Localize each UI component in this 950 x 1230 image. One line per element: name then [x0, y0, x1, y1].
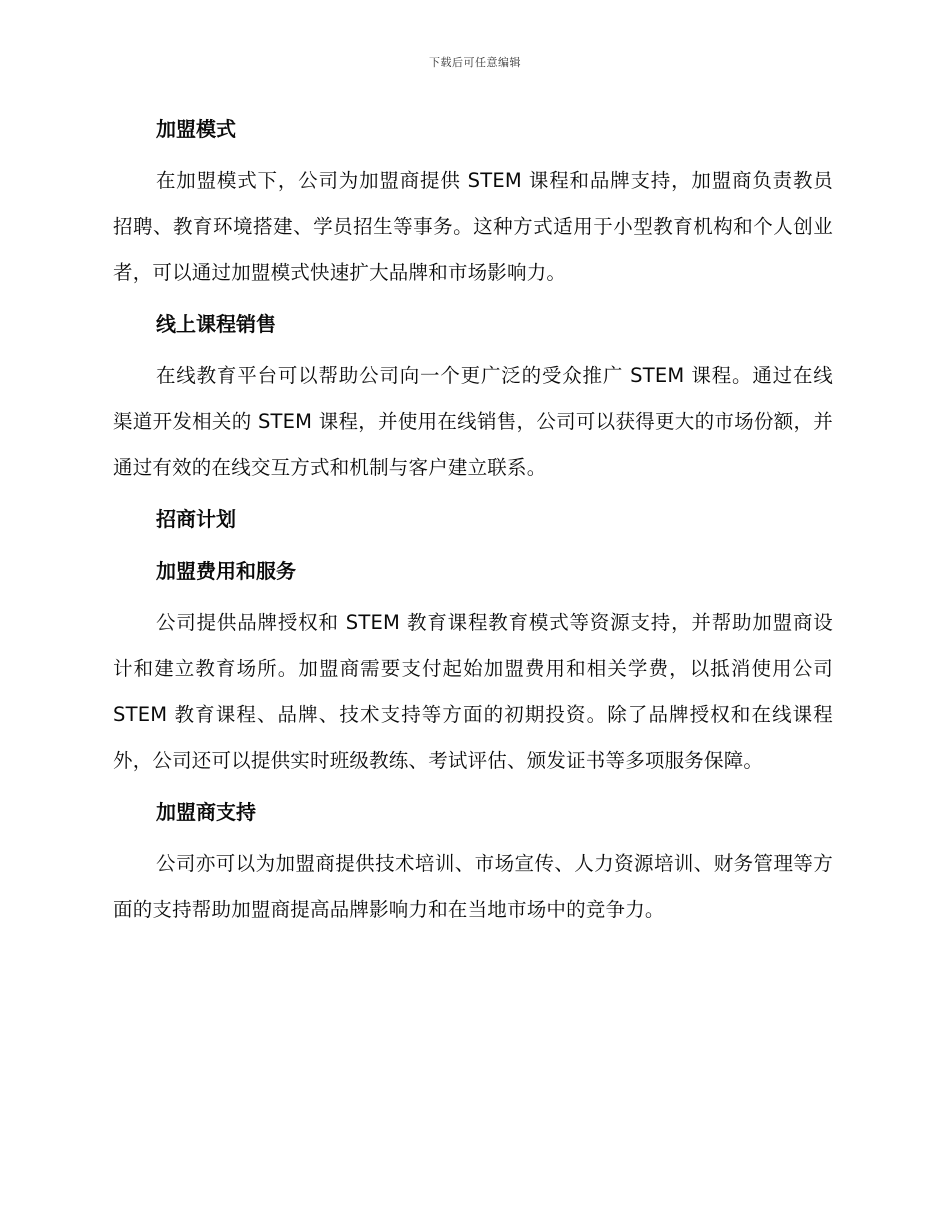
section-heading-online-course-sales: 线上课程销售	[156, 312, 276, 336]
section-heading-franchise-model: 加盟模式	[156, 117, 236, 141]
section-heading-franchisee-support: 加盟商支持	[156, 800, 256, 824]
page-header-note: 下载后可任意编辑	[429, 56, 521, 69]
section-paragraph-franchisee-support: 公司亦可以为加盟商提供技术培训、市场宣传、人力资源培训、财务管理等方面的支持帮助加盟商提高品牌影响力和在当地市场中的竞争力。	[113, 852, 833, 921]
section-paragraph-online-course-sales: 在线教育平台可以帮助公司向一个更广泛的受众推广 STEM 课程。通过在线渠道开发相关的 STEM 课程，并使用在线销售，公司可以获得更大的市场份额，并通过有效的在线交互方式和机制与客户建立联系。	[113, 364, 833, 479]
section-heading-fees-and-services: 加盟费用和服务	[156, 559, 296, 583]
section-paragraph-fees-and-services: 公司提供品牌授权和 STEM 教育课程教育模式等资源支持，并帮助加盟商设计和建立教育场所。加盟商需要支付起始加盟费用和相关学费，以抵消使用公司 STEM 教育课程、品牌、技术支持等方面的初期投资。除了品牌授权和在线课程外，公司还可以提供实时班级教练、考试评估、颁发证书等多项服务保障。	[113, 611, 833, 772]
section-heading-investment-plan: 招商计划	[156, 507, 236, 531]
section-paragraph-franchise-model: 在加盟模式下，公司为加盟商提供 STEM 课程和品牌支持，加盟商负责教员招聘、教育环境搭建、学员招生等事务。这种方式适用于小型教育机构和个人创业者，可以通过加盟模式快速扩大品牌和市场影响力。	[113, 169, 833, 284]
document-body	[113, 113, 833, 945]
